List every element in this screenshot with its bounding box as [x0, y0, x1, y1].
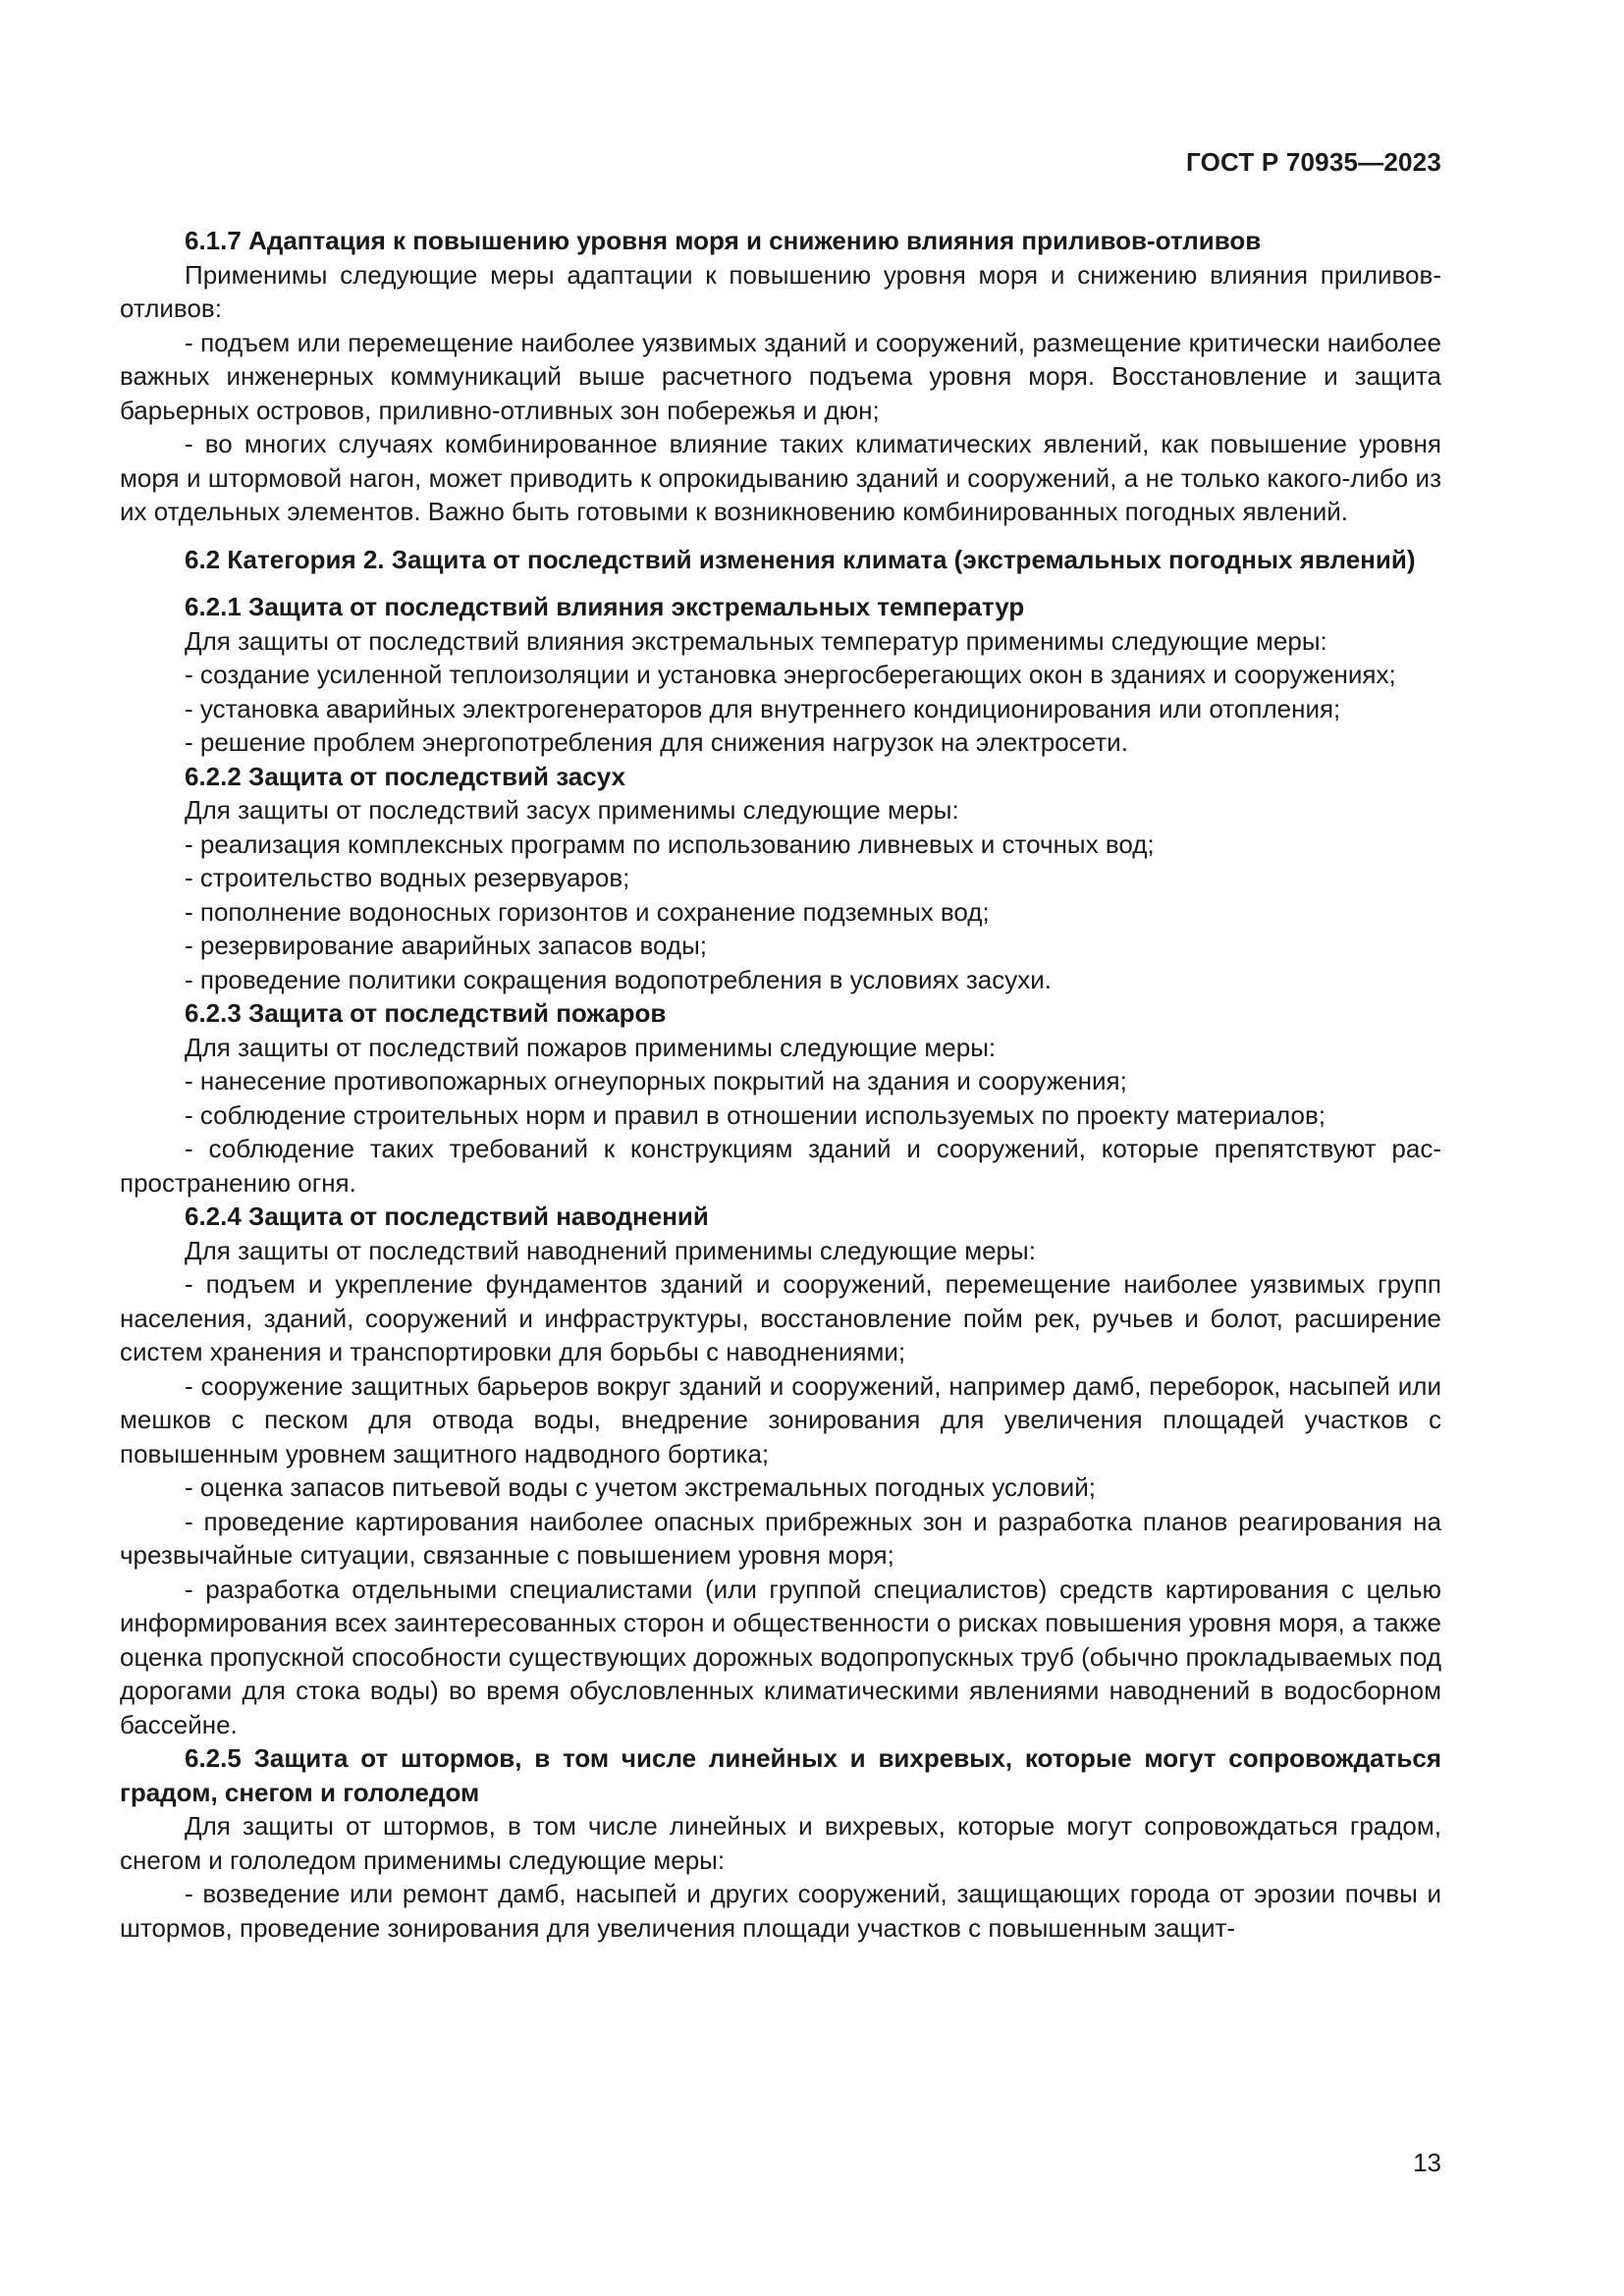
- paragraph: Для защиты от последствий влияния экстремальных температур применимы следующие меры:: [185, 625, 1327, 656]
- paragraph: - сооружение защитных барьеров вокруг зданий и сооружений, например дамб, переборок, насыпей или мешков с песком для отвода воды, внедрение зонирования для увеличения площадей участков с повышенным уровнем защитного надводного бортика;: [120, 1370, 1441, 1468]
- paragraph: - разработка отдельными специалистами (или группой специалистов) средств картирования с целью информирования всех заинтересованных сторон и общественности о рисках повышения уровня моря, а также оценка пропускной способности существующих дорожных водопропускных труб (обычно прокладываемых под дорогами для стока воды) во время обусловленных климатическими явлениями наводнений в водосборном бассейне.: [120, 1574, 1441, 1739]
- paragraph: Для защиты от последствий засух применимы следующие меры:: [185, 795, 959, 825]
- paragraph: - во многих случаях комбинированное влияние таких климатических явлений, как повышение уровня моря и штормовой нагон, может приводить к опрокидыванию зданий и сооружений, а не только какого-либо из их отдельных элементов. Важно быть готовыми к возникновению комбинированных погодных явлений.: [120, 429, 1441, 526]
- paragraph-gap: [120, 529, 1441, 543]
- page-number: 13: [1413, 2148, 1441, 2177]
- paragraph: Применимы следующие меры адаптации к повышению уровня моря и снижению влияния приливов-отливов:: [120, 259, 1441, 323]
- section-heading: 6.2.2 Защита от последствий засух: [185, 761, 625, 791]
- paragraph: Для защиты от последствий наводнений применимы следующие меры:: [185, 1235, 1036, 1265]
- paragraph: - строительство водных резервуаров;: [185, 863, 630, 892]
- section-heading: 6.2.4 Защита от последствий наводнений: [185, 1201, 709, 1231]
- paragraph: - соблюдение таких требований к конструкциям зданий и сооружений, которые препятствуют распространению огня.: [120, 1134, 1441, 1198]
- paragraph: - установка аварийных электрогенераторов для внутреннего кондиционирования или отопления;: [185, 693, 1341, 723]
- paragraph: - подъем и укрепление фундаментов зданий и сооружений, перемещение наиболее уязвимых групп населения, зданий, сооружений и инфраструктуры, восстановление пойм рек, ручьев и болот, расширение систем хранения и транспортировки для борьбы с наводнениями;: [120, 1269, 1441, 1366]
- paragraph: - соблюдение строительных норм и правил в отношении используемых по проекту материалов;: [185, 1099, 1326, 1130]
- paragraph: - проведение картирования наиболее опасных прибрежных зон и разработка планов реагирования на чрезвычайные ситуации, связанные с повышением уровня моря;: [120, 1506, 1441, 1570]
- paragraph: - оценка запасов питьевой воды с учетом экстремальных погодных условий;: [185, 1472, 1096, 1502]
- paragraph: - решение проблем энергопотребления для снижения нагрузок на электросети.: [185, 727, 1128, 757]
- paragraph: - возведение или ремонт дамб, насыпей и других сооружений, защищающих города от эрозии почвы и штормов, проведение зонирования для увеличения площади участков с повышенным защит-: [120, 1879, 1441, 1943]
- paragraph-gap: [120, 576, 1441, 590]
- paragraph: - резервирование аварийных запасов воды;: [185, 931, 707, 960]
- paragraph: - подъем или перемещение наиболее уязвимых зданий и сооружений, размещение критически наиболее важных инженерных коммуникаций выше расчетного подъема уровня моря. Восстановление и защита барьерных островов, приливно-отливных зон побережья и дюн;: [120, 327, 1441, 425]
- paragraph: - пополнение водоносных горизонтов и сохранение подземных вод;: [185, 896, 990, 927]
- section-heading: 6.2.3 Защита от последствий пожаров: [185, 998, 667, 1028]
- section-heading: 6.1.7 Адаптация к повышению уровня моря и снижению влияния приливов-отливов: [185, 226, 1262, 255]
- paragraph: - нанесение противопожарных огнеупорных покрытий на здания и сооружения;: [185, 1066, 1127, 1095]
- section-heading: 6.2 Категория 2. Защита от последствий изменения климата (экстремальных погодных явлений): [185, 544, 1416, 574]
- section-heading: 6.2.1 Защита от последствий влияния экстремальных температур: [185, 592, 1025, 621]
- paragraph: - реализация комплексных программ по использованию ливневых и сточных вод;: [185, 828, 1155, 859]
- paragraph: Для защиты от штормов, в том числе линейных и вихревых, которые могут сопровождаться градом, снегом и гололедом применимы следующие меры:: [120, 1811, 1441, 1875]
- paragraph: - проведение политики сокращения водопотребления в условиях засухи.: [185, 964, 1053, 994]
- section-heading: 6.2.5 Защита от штормов, в том числе линейных и вихревых, которые могут сопровождаться градом, снегом и гололедом: [120, 1743, 1441, 1807]
- paragraph: Для защиты от последствий пожаров применимы следующие меры:: [185, 1032, 997, 1062]
- document-body: [120, 224, 1441, 1945]
- document-header: ГОСТ Р 70935—2023: [1186, 147, 1441, 177]
- paragraph: - создание усиленной теплоизоляции и установка энергосберегающих окон в зданиях и сооружениях;: [185, 660, 1396, 689]
